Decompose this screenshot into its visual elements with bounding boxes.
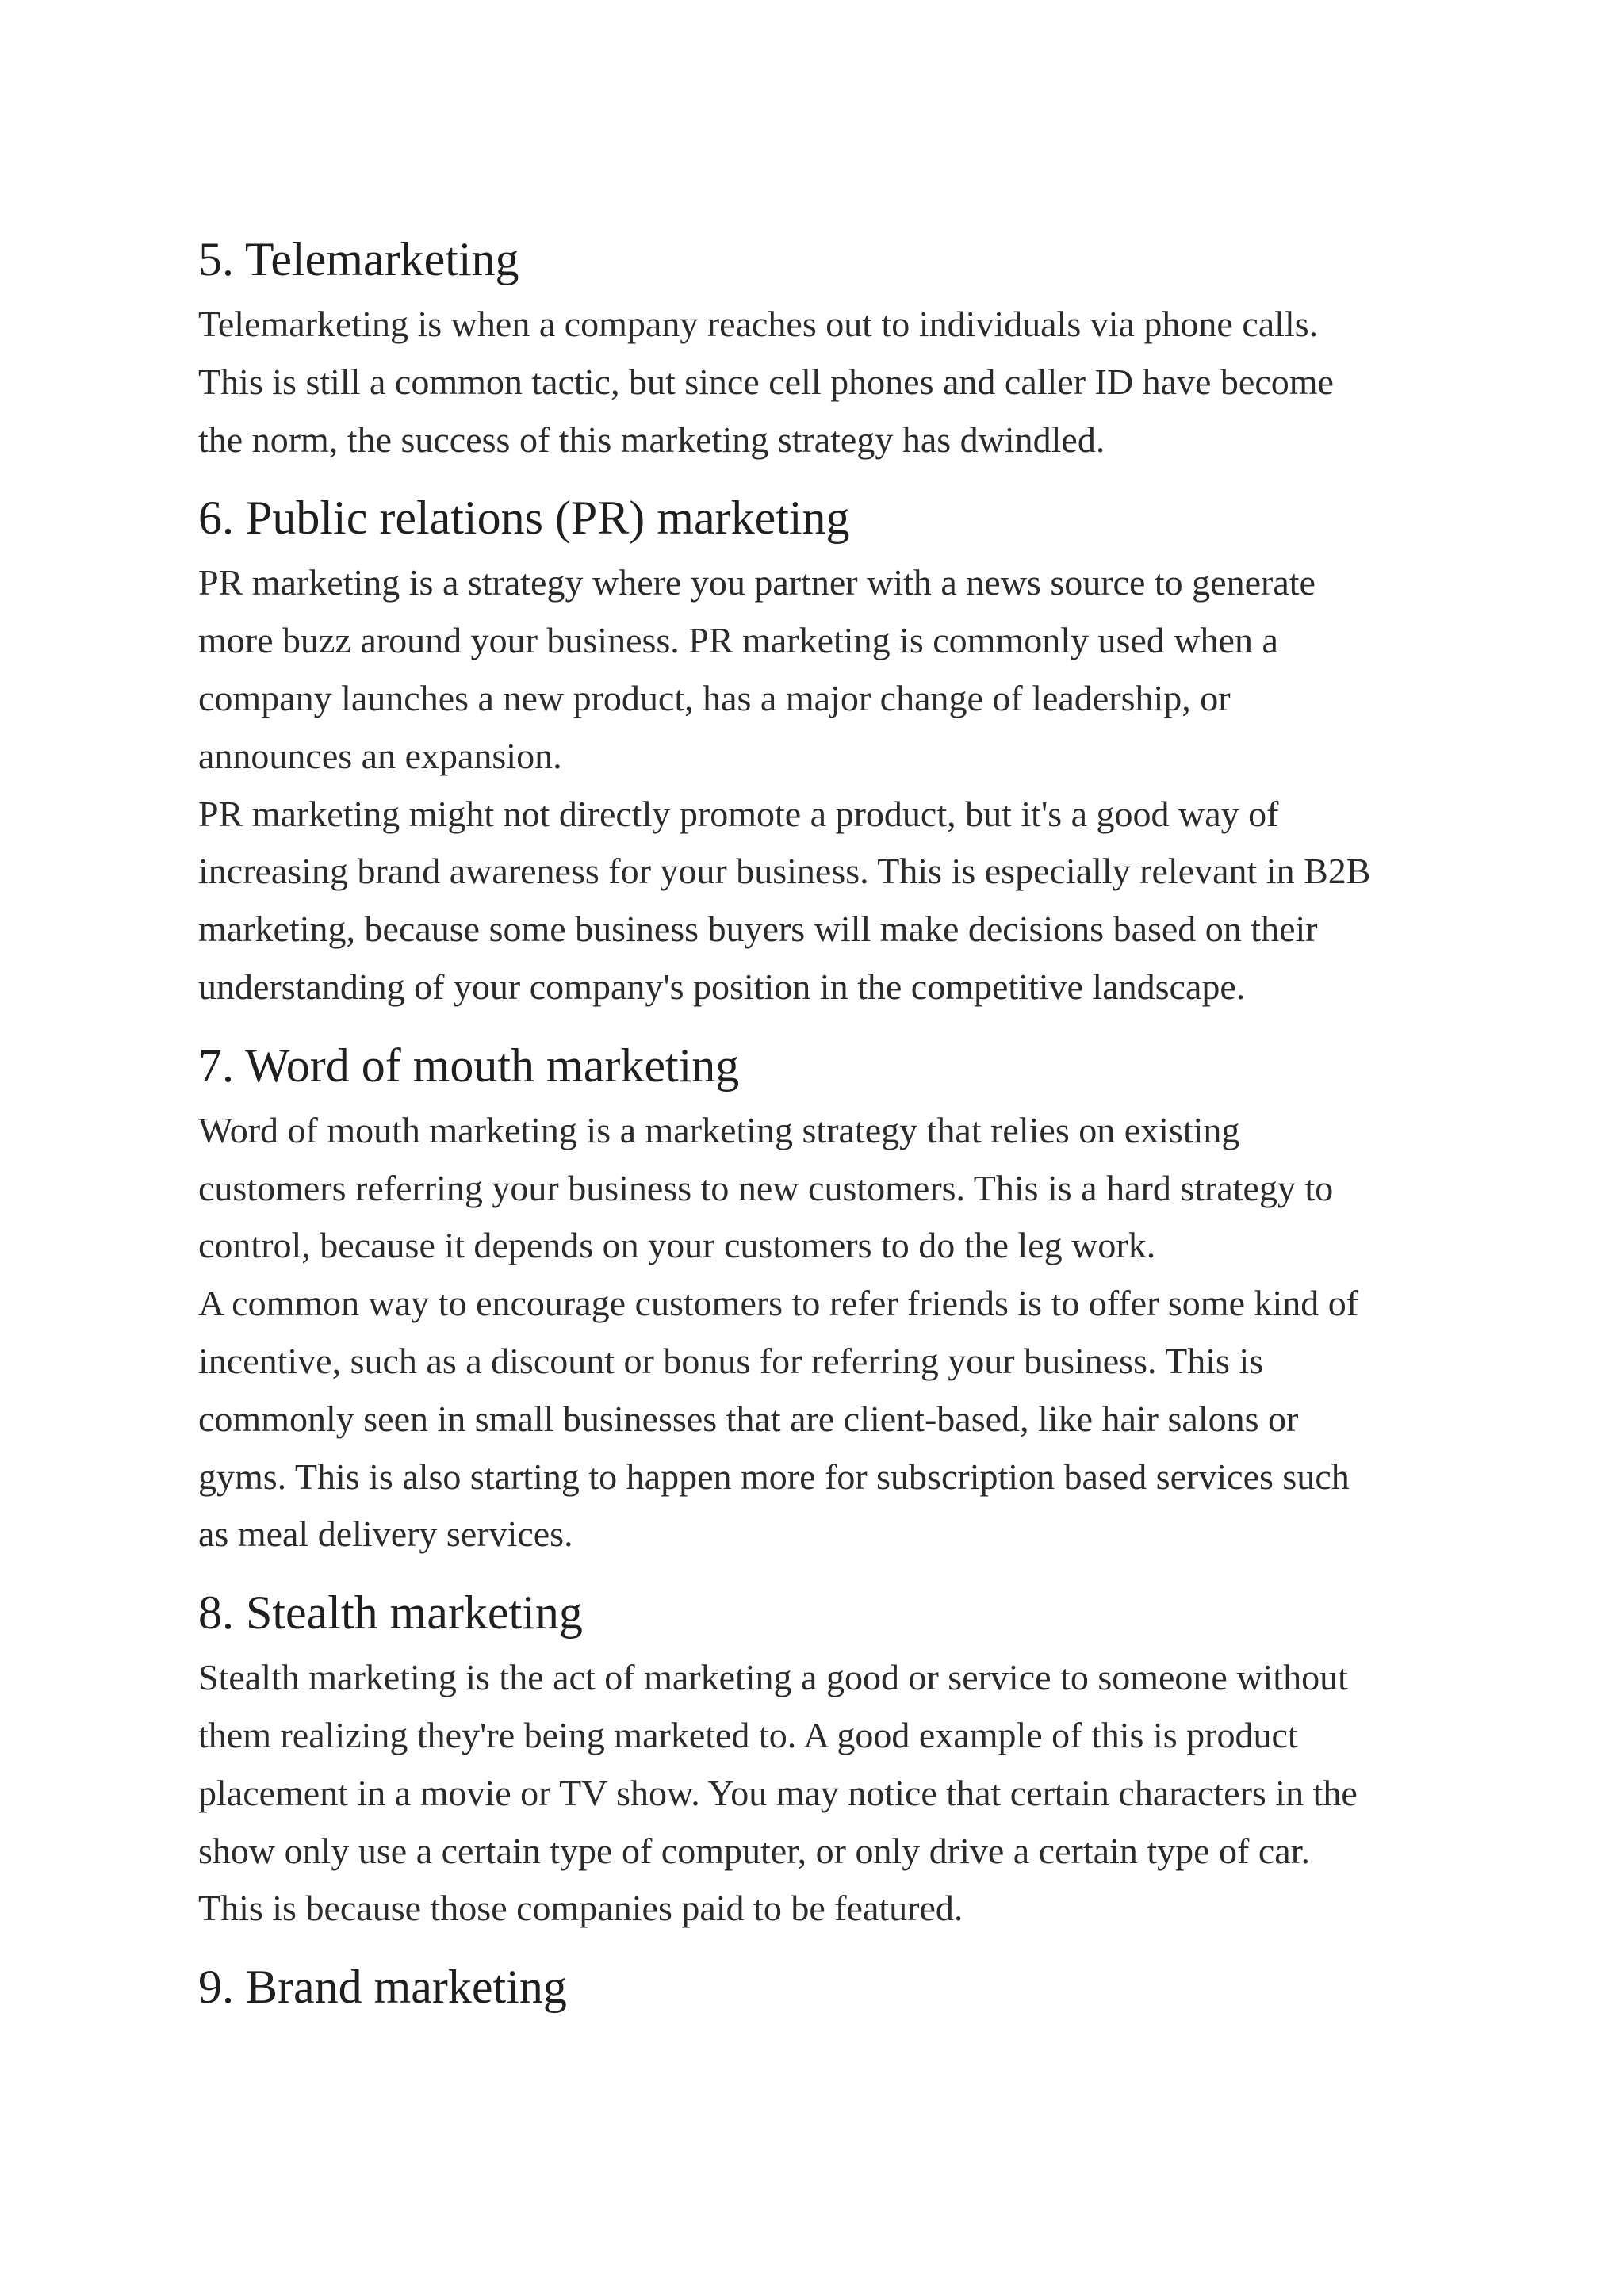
- text-line: company launches a new product, has a major change of leadership, or: [198, 677, 1231, 718]
- section-heading: 6. Public relations (PR) marketing: [198, 492, 850, 545]
- text-line: placement in a movie or TV show. You may notice that certain characters in the: [198, 1772, 1358, 1813]
- text-line: PR marketing is a strategy where you partner with a news source to generate: [198, 562, 1316, 603]
- section-heading: 5. Telemarketing: [198, 233, 519, 285]
- text-line: Telemarketing is when a company reaches out to individuals via phone calls.: [198, 304, 1319, 344]
- section-heading: 9. Brand marketing: [198, 1961, 567, 2014]
- section-heading: 7. Word of mouth marketing: [198, 1039, 740, 1092]
- text-line: gyms. This is also starting to happen more for subscription based services such: [198, 1456, 1350, 1497]
- text-line: PR marketing might not directly promote a product, but it's a good way of: [198, 793, 1279, 834]
- section-word-of-mouth: [198, 1032, 1435, 1563]
- text-line: incentive, such as a discount or bonus for referring your business. This is: [198, 1340, 1264, 1381]
- section-brand: [198, 1954, 1435, 2020]
- paragraph: [198, 786, 1435, 1016]
- text-line: understanding of your company's position in the competitive landscape.: [198, 966, 1246, 1007]
- section-stealth: [198, 1579, 1435, 1938]
- section-public-relations: [198, 484, 1435, 1016]
- text-line: more buzz around your business. PR marketing is commonly used when a: [198, 620, 1278, 661]
- text-line: This is because those companies paid to be featured.: [198, 1888, 963, 1929]
- paragraph: [198, 1102, 1435, 1275]
- text-line: as meal delivery services.: [198, 1513, 573, 1555]
- text-line: A common way to encourage customers to refer friends is to offer some kind of: [198, 1283, 1359, 1324]
- text-line: customers referring your business to new customers. This is a hard strategy to: [198, 1167, 1334, 1208]
- paragraph: [198, 1275, 1435, 1563]
- document-page: [198, 226, 1435, 2023]
- paragraph: [198, 296, 1435, 469]
- text-line: announces an expansion.: [198, 735, 562, 776]
- section-heading: 8. Stealth marketing: [198, 1586, 583, 1640]
- text-line: This is still a common tactic, but since cell phones and caller ID have become: [198, 361, 1334, 402]
- text-line: marketing, because some business buyers will make decisions based on their: [198, 909, 1318, 950]
- paragraph: [198, 1649, 1435, 1938]
- text-line: commonly seen in small businesses that are client-based, like hair salons or: [198, 1398, 1299, 1439]
- section-telemarketing: [198, 226, 1435, 469]
- text-line: Word of mouth marketing is a marketing strategy that relies on existing: [198, 1109, 1240, 1150]
- text-line: the norm, the success of this marketing strategy has dwindled.: [198, 419, 1105, 460]
- text-line: increasing brand awareness for your business. This is especially relevant in B2B: [198, 851, 1371, 892]
- text-line: Stealth marketing is the act of marketing a good or service to someone without: [198, 1657, 1348, 1698]
- paragraph: [198, 554, 1435, 785]
- text-line: control, because it depends on your customers to do the leg work.: [198, 1225, 1156, 1266]
- text-line: them realizing they're being marketed to. A good example of this is product: [198, 1714, 1298, 1755]
- text-line: show only use a certain type of computer, or only drive a certain type of car.: [198, 1830, 1310, 1871]
